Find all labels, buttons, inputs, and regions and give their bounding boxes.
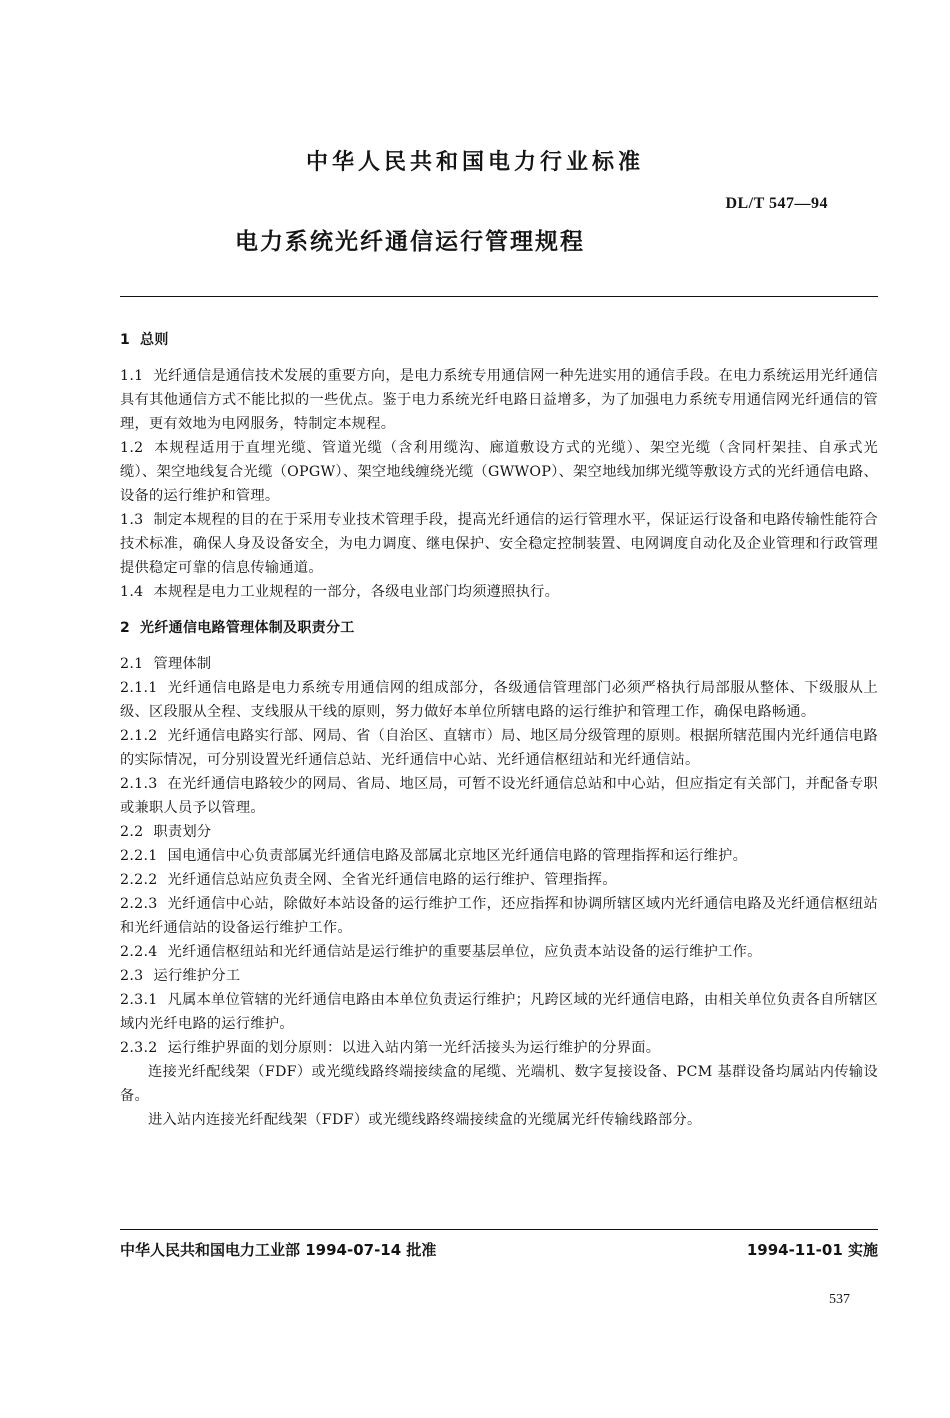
footer-rule xyxy=(120,1229,878,1230)
subsection-number: 2.2 xyxy=(120,824,144,840)
subsection-title: 运行维护分工 xyxy=(153,968,241,984)
clause-2-3-2 xyxy=(120,1036,878,1060)
subsection-title: 职责划分 xyxy=(153,824,212,840)
clause-number: 2.2.4 xyxy=(120,944,158,960)
clause-text: 凡属本单位管辖的光纤通信电路由本单位负责运行维护；凡跨区域的光纤通信电路，由相关单位负责各自所辖区域内光纤电路的运行维护。 xyxy=(120,992,878,1032)
clause-2-2-1 xyxy=(120,844,878,868)
approval-line: 中华人民共和国电力工业部 1994-07-14 批准 xyxy=(120,1241,437,1259)
clause-number: 2.1.2 xyxy=(120,728,158,744)
standard-code: DL/T 547—94 xyxy=(725,195,828,212)
subsection-2-3 xyxy=(120,964,878,988)
clause-1-3 xyxy=(120,508,878,580)
clause-number: 2.2.3 xyxy=(120,896,158,912)
clause-text: 制定本规程的目的在于采用专业技术管理手段，提高光纤通信的运行管理水平，保证运行设备和电路传输性能符合技术标准，确保人身及设备安全，为电力调度、继电保护、安全稳定控制装置、电网调度自动化及企业管理和行政管理提供稳定可靠的信息传输通道。 xyxy=(120,512,878,576)
clause-2-3-2-para-a: 连接光纤配线架（FDF）或光缆线路终端接续盒的尾缆、光端机、数字复接设备、PCM 基群设备均属站内传输设备。 xyxy=(120,1064,878,1104)
clause-2-2-3 xyxy=(120,892,878,940)
clause-text: 运行维护界面的划分原则：以进入站内第一光纤活接头为运行维护的分界面。 xyxy=(167,1040,661,1056)
section-number: 1 xyxy=(120,332,131,348)
clause-text: 光纤通信是通信技术发展的重要方向，是电力系统专用通信网一种先进实用的通信手段。在电力系统运用光纤通信具有其他通信方式不能比拟的一些优点。鉴于电力系统光纤电路日益增多，为了加强电力系统专用通信网光纤通信的管理，更有效地为电网服务，特制定本规程。 xyxy=(120,368,878,432)
document-title: 电力系统光纤通信运行管理规程 xyxy=(235,229,585,255)
clause-number: 2.3.1 xyxy=(120,992,158,1008)
clause-number: 1.2 xyxy=(120,440,144,456)
implementation-date: 1994-11-01 实施 xyxy=(746,1241,878,1259)
clause-text: 在光纤通信电路较少的网局、省局、地区局，可暂不设光纤通信总站和中心站，但应指定有关部门，并配备专职或兼职人员予以管理。 xyxy=(120,776,878,816)
clause-text: 本规程适用于直埋光缆、管道光缆（含利用缆沟、廊道敷设方式的光缆）、架空光缆（含同杆架挂、自承式光缆）、架空地线复合光缆（OPGW）、架空地线缠绕光缆（GWWOP）、架空地线加绑光缆等敷设方式的光纤通信电路、设备的运行维护和管理。 xyxy=(120,440,878,504)
section-2-heading xyxy=(120,616,878,640)
subsection-number: 2.3 xyxy=(120,968,144,984)
clause-1-1 xyxy=(120,364,878,436)
clause-number: 2.2.2 xyxy=(120,872,158,888)
clause-1-2 xyxy=(120,436,878,508)
clause-text: 光纤通信中心站，除做好本站设备的运行维护工作，还应指挥和协调所辖区域内光纤通信电路及光纤通信枢纽站和光纤通信站的设备运行维护工作。 xyxy=(120,896,878,936)
clause-text: 光纤通信电路实行部、网局、省（自治区、直辖市）局、地区局分级管理的原则。根据所辖范围内光纤通信电路的实际情况，可分别设置光纤通信总站、光纤通信中心站、光纤通信枢纽站和光纤通信站。 xyxy=(120,728,878,768)
clause-number: 2.2.1 xyxy=(120,848,158,864)
clause-2-1-1 xyxy=(120,676,878,724)
section-title: 总则 xyxy=(140,332,169,348)
clause-number: 2.3.2 xyxy=(120,1040,158,1056)
clause-text: 国电通信中心负责部属光纤通信电路及部属北京地区光纤通信电路的管理指挥和运行维护。 xyxy=(167,848,748,864)
section-number: 2 xyxy=(120,620,131,636)
subsection-title: 管理体制 xyxy=(153,656,212,672)
header-rule xyxy=(120,296,878,297)
page-number: 537 xyxy=(829,1292,850,1307)
clause-number: 2.1.3 xyxy=(120,776,158,792)
clause-2-3-2-para-b: 进入站内连接光纤配线架（FDF）或光缆线路终端接续盒的光缆属光纤传输线路部分。 xyxy=(148,1112,702,1128)
section-1-heading xyxy=(120,328,878,352)
document-body xyxy=(120,328,878,1132)
subsection-2-1 xyxy=(120,652,878,676)
clause-2-3-1 xyxy=(120,988,878,1036)
clause-number: 1.4 xyxy=(120,584,144,600)
section-title: 光纤通信电路管理体制及职责分工 xyxy=(140,620,355,636)
clause-text: 光纤通信总站应负责全网、全省光纤通信电路的运行维护、管理指挥。 xyxy=(167,872,617,888)
subsection-number: 2.1 xyxy=(120,656,144,672)
clause-number: 1.1 xyxy=(120,368,144,384)
clause-2-2-4 xyxy=(120,940,878,964)
clause-text: 光纤通信枢纽站和光纤通信站是运行维护的重要基层单位，应负责本站设备的运行维护工作。 xyxy=(167,944,762,960)
clause-2-2-2 xyxy=(120,868,878,892)
standard-header: 中华人民共和国电力行业标准 xyxy=(305,150,644,175)
subsection-2-2 xyxy=(120,820,878,844)
clause-text: 光纤通信电路是电力系统专用通信网的组成部分，各级通信管理部门必须严格执行局部服从整体、下级服从上级、区段服从全程、支线服从干线的原则，努力做好本单位所辖电路的运行维护和管理工作，确保电路畅通。 xyxy=(120,680,878,720)
clause-2-1-3 xyxy=(120,772,878,820)
clause-number: 2.1.1 xyxy=(120,680,158,696)
clause-2-1-2 xyxy=(120,724,878,772)
clause-text: 本规程是电力工业规程的一部分，各级电业部门均须遵照执行。 xyxy=(153,584,560,600)
clause-number: 1.3 xyxy=(120,512,144,528)
clause-1-4 xyxy=(120,580,878,604)
